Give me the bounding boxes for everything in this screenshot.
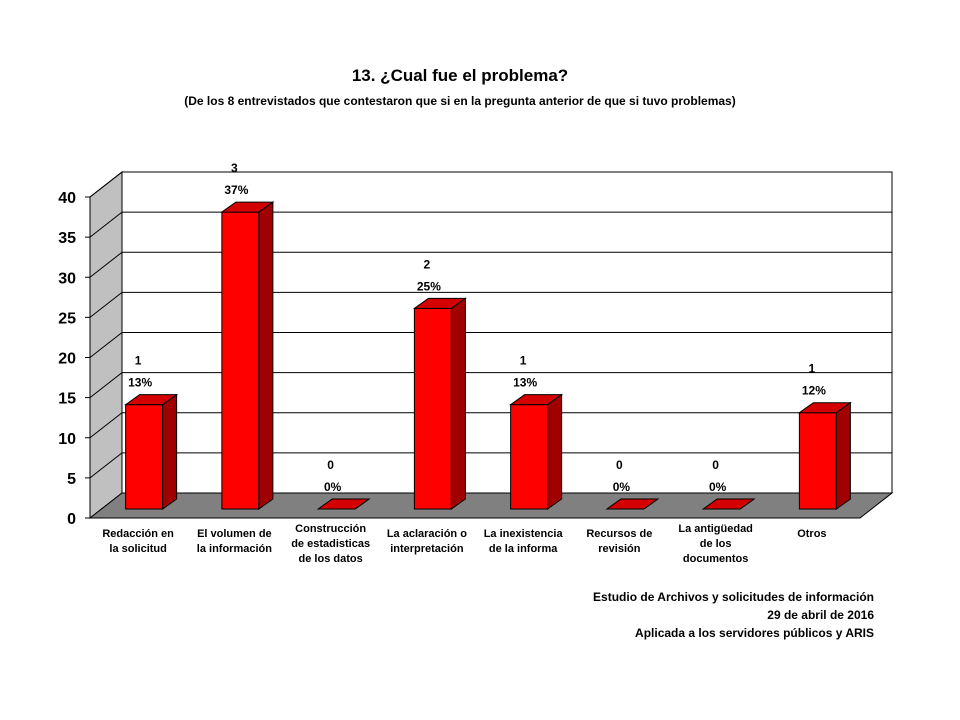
y-tick-label: 25 [58,310,76,328]
bar-side [259,202,273,509]
bar-side [548,395,562,509]
x-tick-label: Construcción [295,523,367,535]
y-tick-label: 15 [58,390,76,408]
data-label-count: 1 [519,353,527,368]
x-tick-label: interpretación [390,543,464,555]
data-label-count: 0 [327,458,334,472]
data-label-count: 0 [616,458,623,472]
data-label-percent: 13% [513,375,538,390]
footer-study: Estudio de Archivos y solicitudes de información [593,590,874,604]
data-label-percent: 12% [801,383,826,398]
data-label-count: 2 [423,257,431,272]
x-tick-label: El volumen de [197,528,272,540]
bar [511,405,548,509]
data-label-percent: 25% [416,279,441,294]
data-label-percent: 0% [612,480,631,494]
bar [414,308,451,509]
x-tick-label: La aclaración o [386,528,467,540]
data-label-percent: 0% [323,480,342,494]
y-tick-label: 10 [58,430,76,448]
data-label-percent: 13% [128,375,153,390]
x-tick-label: revisión [598,543,641,555]
x-tick-label: Redacción en [102,528,174,540]
data-label-count: 1 [134,353,142,368]
data-label-count: 1 [808,361,816,376]
bar [799,413,836,509]
y-tick-label: 30 [58,270,76,288]
x-tick-label: La inexistencia [483,528,563,540]
x-tick-label: de la informa [488,543,558,555]
bar-side [163,395,177,509]
chart-subtitle: (De los 8 entrevistados que contestaron que si en la pregunta anterior de que si tuvo problemas) [184,94,736,108]
footer-applied: Aplicada a los servidores públicos y ARIS [635,626,874,640]
x-tick-label: Recursos de [586,528,653,540]
y-tick-label: 40 [58,190,76,207]
y-tick-label: 0 [67,511,76,528]
data-label-count: 0 [712,458,719,472]
x-tick-label: la información [196,543,272,555]
x-tick-label: documentos [682,553,749,565]
floor [90,493,892,518]
x-tick-label: La antigüedad [678,523,753,535]
y-tick-label: 35 [58,230,76,248]
bar [222,212,259,509]
x-tick-label: Otros [797,528,827,540]
data-label-percent: 37% [224,183,249,198]
y-tick-label: 5 [67,470,76,488]
data-label-percent: 0% [708,480,727,494]
x-tick-label: la solicitud [109,543,167,555]
footer-date: 29 de abril de 2016 [767,608,874,622]
footer-notes [593,588,874,642]
x-tick-label: de los [699,538,732,550]
x-tick-label: de estadisticas [291,538,371,550]
y-tick-label: 20 [58,350,76,368]
chart-title: 13. ¿Cual fue el problema? [351,66,569,85]
data-label-count: 3 [231,161,238,176]
bar [126,405,163,509]
bar-side [836,403,850,509]
x-tick-label: de los datos [298,553,363,565]
bar-side [451,298,465,509]
